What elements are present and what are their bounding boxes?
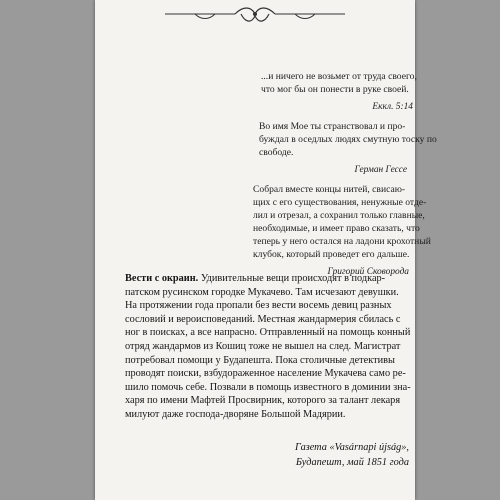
- epigraph-3: [253, 183, 431, 279]
- article-line: ног в поисках, а все напрасно. Отправленный на помощь конный: [125, 327, 411, 339]
- article-line: милуют даже господа-дворяне Большой Мадярии.: [125, 408, 346, 420]
- article-line: сословий и вероисповеданий. Местная жандармерия сбилась с: [125, 313, 401, 325]
- article-body: [125, 272, 411, 422]
- article-line: отряд жандармов из Кошиц тоже не вышел на след. Магистрат: [125, 340, 401, 352]
- epigraph-text: ...и ничего не возьмет от труда своего, что мог бы он понести в руке своей.: [261, 71, 417, 95]
- epigraph-2: [259, 120, 437, 177]
- epigraph-attribution: Григорий Сковорода: [327, 267, 409, 277]
- article-source: Газета «Vasárnapi újság», Будапешт, май 1851 года: [294, 442, 409, 468]
- article-line: На протяжении года пропали без вести восемь девиц разных: [125, 300, 392, 312]
- article-line: шило помочь себе. Позвали в помощь известного в доминии зна-: [125, 381, 411, 393]
- article-lead: Вести с окраин.: [125, 273, 199, 284]
- article-line: патском русинском городке Мукачево. Там исчезают девушки.: [125, 286, 399, 298]
- article-line: харя по имени Мафтей Просвирник, которого за талант лекаря: [125, 395, 401, 407]
- article-line: потребовал помощи у Будапешта. Пока столичные детективы: [125, 354, 395, 366]
- article-line: проводят поиски, взбудораженное население Мукачева само ре-: [125, 368, 406, 380]
- ornament-divider-icon: [155, 2, 355, 32]
- epigraph-1: [261, 70, 417, 114]
- epigraph-text: Собрал вместе концы нитей, свисаю- щих с его существования, ненужные отде- лил и отрезал, а сохранил только главные, необходимые, и имеет право сказать, что теперь у него остался на ладони крохотный клубок, который проведет его дальше.: [253, 184, 431, 260]
- epigraph-text: Во имя Мое ты странствовал и про- буждал в оседлых людях смутную тоску по свободе.: [259, 121, 437, 158]
- article-paragraph: [125, 272, 411, 286]
- article-line: Удивительные вещи происходят в подкар-: [198, 273, 386, 284]
- book-page: [95, 0, 437, 500]
- epigraph-attribution: Герман Гессе: [354, 165, 407, 175]
- epigraph-attribution: Еккл. 5:14: [372, 102, 413, 112]
